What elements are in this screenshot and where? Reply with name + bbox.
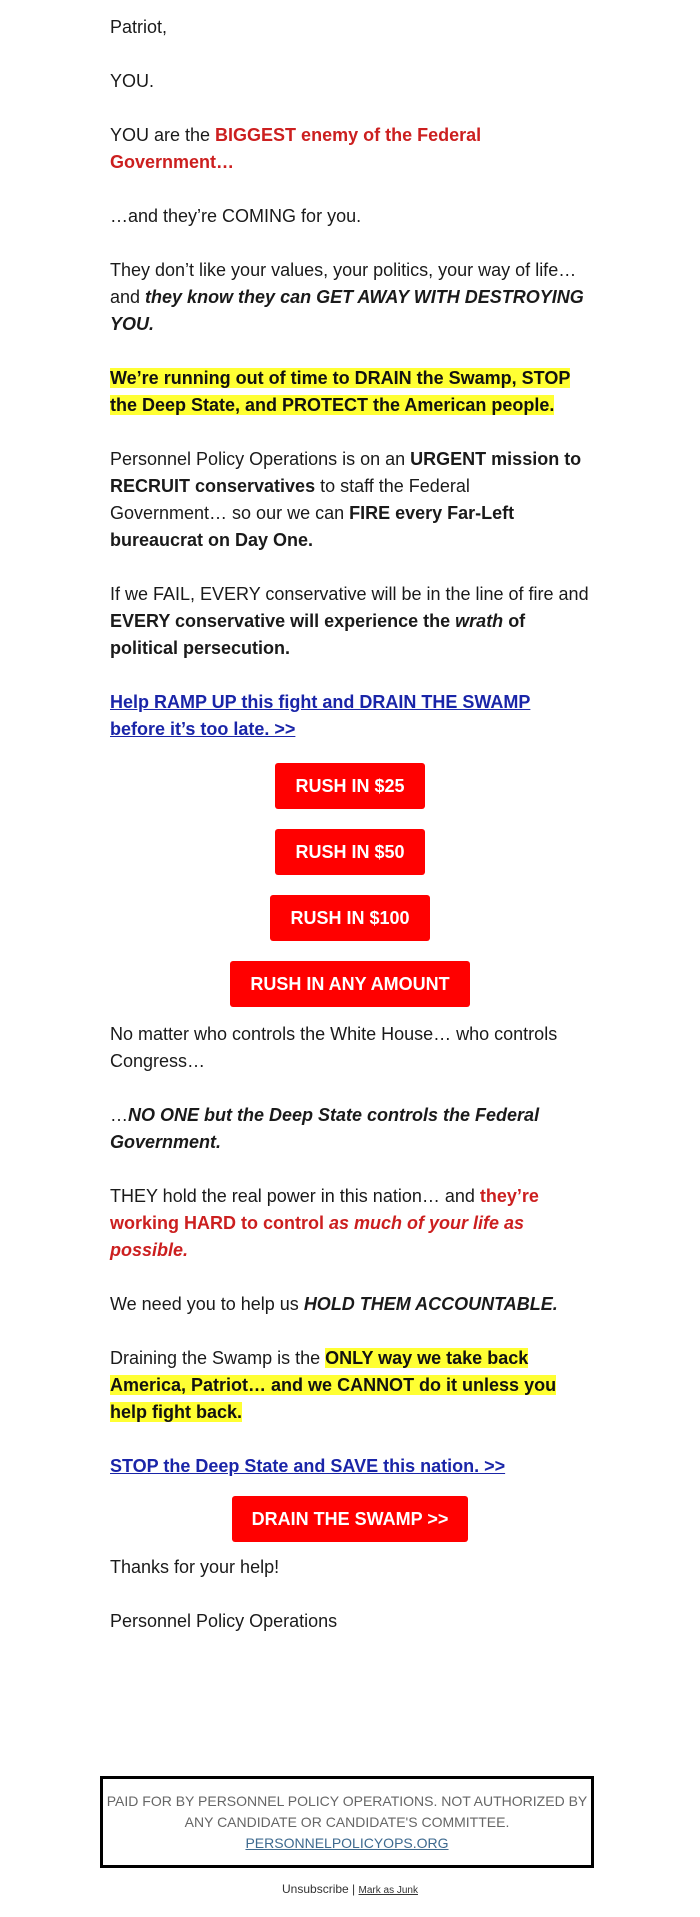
text: YOU are the [110, 125, 216, 145]
rush-25-button[interactable]: RUSH IN $25 [275, 763, 424, 809]
stop-deep-state-link[interactable]: STOP the Deep State and SAVE this nation. >> [110, 1456, 506, 1476]
paragraph-only-way [110, 1345, 590, 1426]
paragraph-values [110, 257, 590, 338]
emphasis-wrath: wrath [455, 611, 504, 631]
you-line: YOU. [110, 71, 155, 91]
rush-50-button[interactable]: RUSH IN $50 [275, 829, 424, 875]
drain-the-swamp-button[interactable]: DRAIN THE SWAMP >> [232, 1496, 469, 1542]
mark-as-junk-link[interactable]: Mark as Junk [358, 1885, 418, 1896]
paragraph-real-power [110, 1183, 590, 1264]
paragraph-white-house: No matter who controls the White House… who controls Congress… [110, 1024, 558, 1071]
paragraph-link-ramp-up [110, 689, 590, 743]
unsubscribe-link[interactable]: Unsubscribe [282, 1882, 349, 1896]
emphasis-bold: EVERY conservative will experience the [110, 611, 456, 631]
button-row [110, 895, 590, 941]
text: … [110, 1105, 128, 1125]
rush-any-amount-button[interactable]: RUSH IN ANY AMOUNT [230, 961, 469, 1007]
paragraph-coming: …and they’re COMING for you. [110, 206, 362, 226]
emphasis-red: BIGGEST enemy of the Federal Government… [110, 125, 482, 172]
text: We need you to help us [110, 1294, 304, 1314]
text: They don’t like your values, your politics, your way of life… and [110, 260, 577, 307]
footer-disclaimer-box [100, 1776, 594, 1868]
unsubscribe-bar [0, 1882, 700, 1896]
disclaimer-text: PAID FOR BY PERSONNEL POLICY OPERATIONS. NOT AUTHORIZED BY ANY CANDIDATE OR CANDIDATE'S COMMITTEE. [106, 1793, 588, 1830]
paragraph-link-stop [110, 1453, 590, 1480]
text: to staff the Federal Government… so our we can [110, 476, 470, 523]
separator: | [348, 1882, 359, 1896]
paragraph-deep-state [110, 1102, 590, 1156]
emphasis-bold: FIRE every Far-Left bureaucrat on Day One. [110, 503, 515, 550]
paragraph-highlight-drain [110, 365, 590, 419]
text: Personnel Policy Operations is on an [110, 449, 411, 469]
emphasis-bold-italic: NO ONE but the Deep State controls the Federal Government. [110, 1105, 540, 1152]
button-row [110, 1496, 590, 1542]
text: THEY hold the real power in this nation… and [110, 1186, 480, 1206]
signature: Personnel Policy Operations [110, 1611, 338, 1631]
paragraph-fail [110, 581, 590, 662]
highlighted-text: We’re running out of time to DRAIN the Swamp, STOP the Deep State, and PROTECT the American people. [110, 368, 571, 415]
email-body [110, 14, 590, 1662]
text: Draining the Swamp is the [110, 1348, 326, 1368]
emphasis-red-italic: as much of your life as possible. [110, 1213, 525, 1260]
emphasis-bold: URGENT mission to RECRUIT conservatives [110, 449, 582, 496]
button-row [110, 763, 590, 809]
emphasis-bold: of political persecution. [110, 611, 526, 658]
greeting: Patriot, [110, 17, 168, 37]
thanks-line: Thanks for your help! [110, 1557, 280, 1577]
paragraph-mission [110, 446, 590, 554]
ramp-up-link[interactable]: Help RAMP UP this fight and DRAIN THE SWAMP before it’s too late. >> [110, 692, 531, 739]
rush-100-button[interactable]: RUSH IN $100 [270, 895, 429, 941]
button-row [110, 829, 590, 875]
highlighted-text: ONLY way we take back America, Patriot… and we CANNOT do it unless you help fight back. [110, 1348, 557, 1422]
paragraph-accountable [110, 1291, 590, 1318]
website-link[interactable]: PERSONNELPOLICYOPS.ORG [245, 1835, 449, 1851]
button-row [110, 961, 590, 1007]
emphasis-bold-italic: HOLD THEM ACCOUNTABLE. [303, 1294, 558, 1314]
text: If we FAIL, EVERY conservative will be in the line of fire and [110, 584, 589, 604]
paragraph-biggest-enemy [110, 122, 590, 176]
emphasis-bold-italic: they know they can GET AWAY WITH DESTROYING YOU. [110, 287, 584, 334]
emphasis-red: they’re working HARD to control [110, 1186, 539, 1233]
